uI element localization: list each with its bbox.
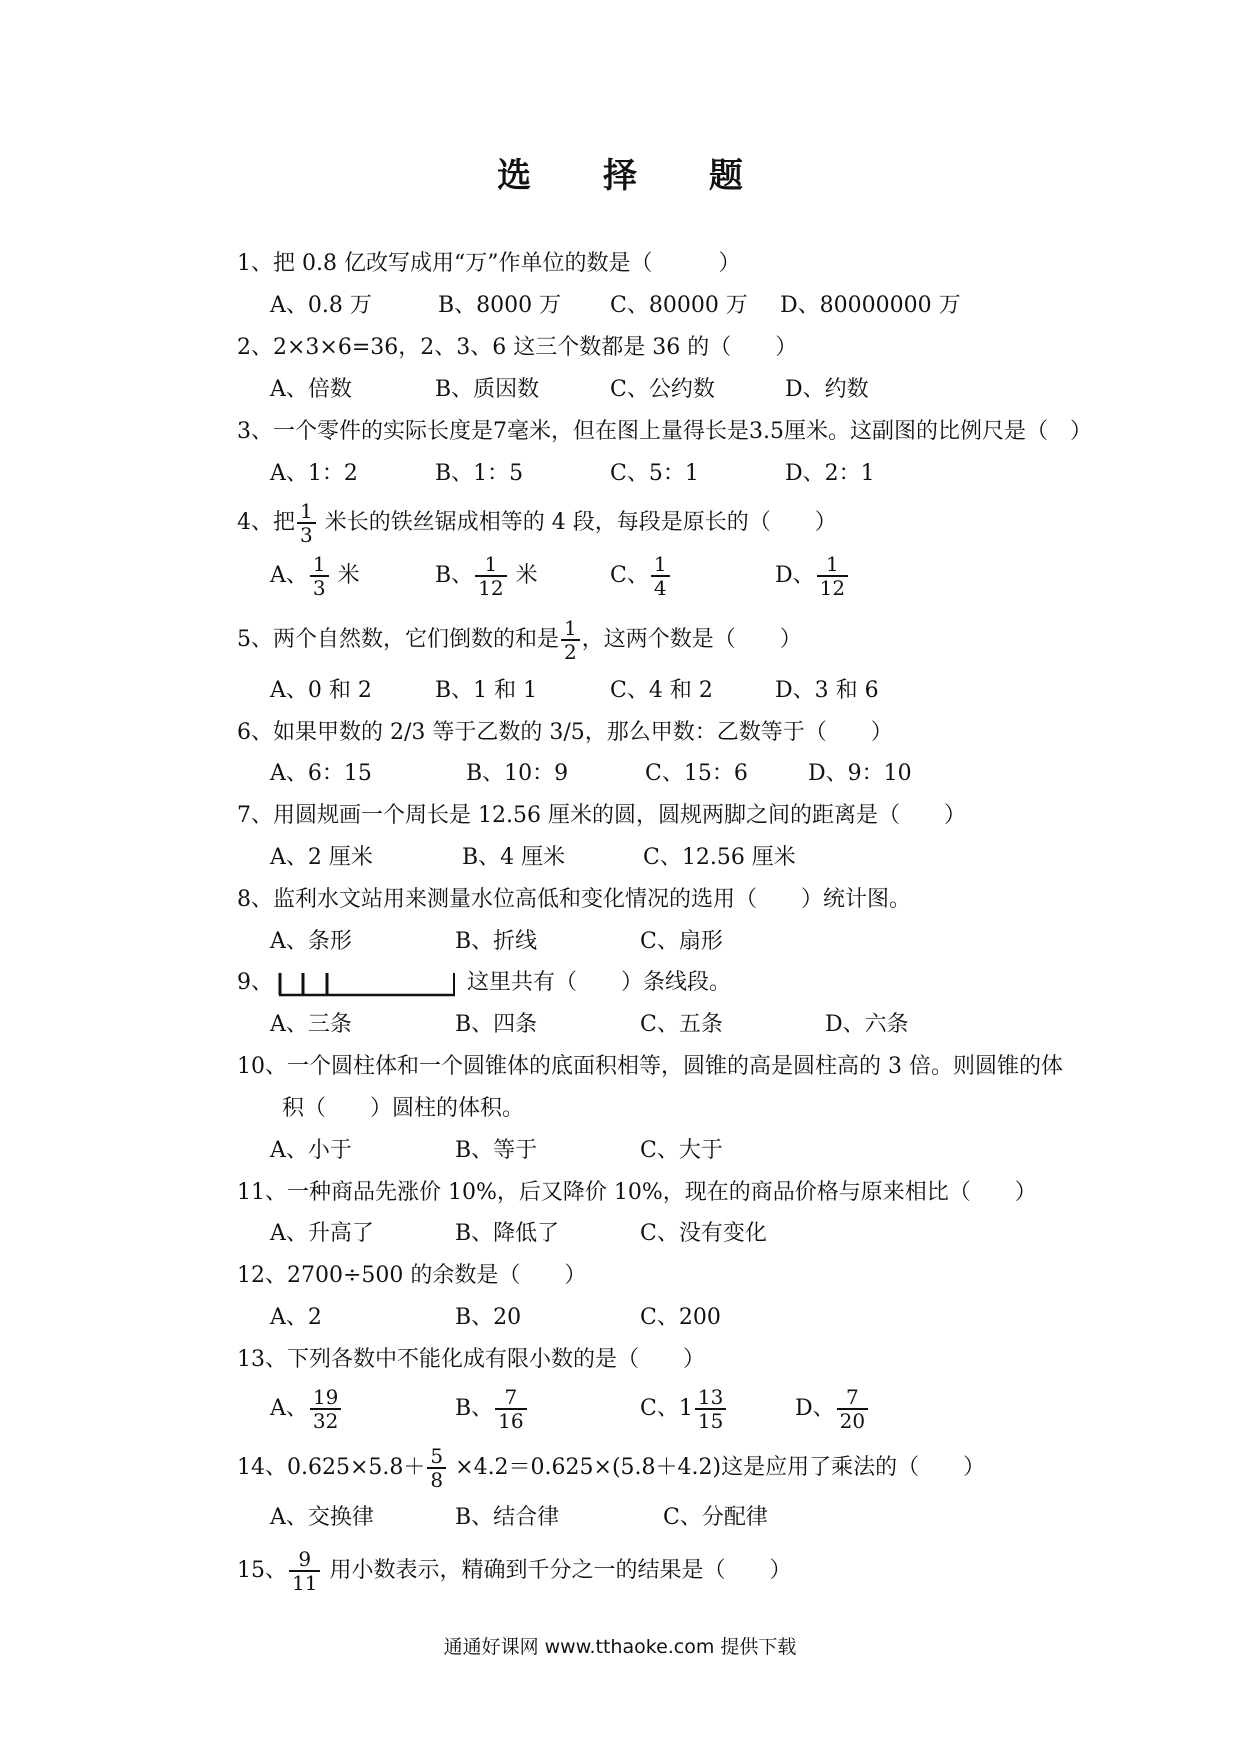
fraction-denominator: 32 [310, 1408, 341, 1432]
q5-option-b: B、1 和 1 [435, 678, 538, 703]
q12-option-a: A、2 [270, 1305, 322, 1330]
question-1-stem: 1、把 0.8 亿改写成用“万”作单位的数是（ ） [237, 251, 741, 276]
fraction-numerator: 13 [697, 1385, 724, 1409]
question-7-stem: 7、用圆规画一个周长是 12.56 厘米的圆，圆规两脚之间的距离是（ ） [237, 803, 966, 828]
q6-option-c: C、15：6 [645, 761, 748, 786]
fraction-numerator: 9 [298, 1547, 312, 1571]
fraction-denominator: 8 [427, 1467, 446, 1491]
q9-option-b: B、四条 [455, 1012, 538, 1037]
q4-option-c: C、 $\frac{1}{4}$ [610, 553, 672, 599]
question-11-stem: 11、一种商品先涨价 10%，后又降价 10%，现在的商品价格与原来相比（ ） [237, 1180, 1037, 1205]
fraction [310, 1386, 341, 1432]
q5-option-c: C、4 和 2 [610, 678, 713, 703]
q14-option-a: A、交换律 [270, 1505, 374, 1530]
fraction-numerator: 1 [312, 552, 326, 576]
q8-option-b: B、折线 [455, 929, 538, 954]
fraction-numerator: 19 [312, 1385, 339, 1409]
q12-option-b: B、20 [455, 1305, 522, 1330]
q7-option-b: B、4 厘米 [462, 845, 566, 870]
q10-option-c: C、大于 [640, 1138, 723, 1163]
fraction-numerator: 1 [484, 552, 498, 576]
q12-option-c: C、200 [640, 1305, 721, 1330]
question-10-stem-continued: 积（ ）圆柱的体积。 [282, 1096, 525, 1121]
fraction [495, 1386, 526, 1432]
q14-option-c: C、分配律 [663, 1505, 768, 1530]
q11-option-c: C、没有变化 [640, 1221, 767, 1246]
fraction-numerator: 5 [430, 1444, 444, 1468]
q10-option-b: B、等于 [455, 1138, 538, 1163]
q6-option-b: B、10：9 [466, 761, 569, 786]
question-9-stem: 9、 这里共有（ ）条线段。 [237, 970, 732, 995]
q4-option-d: D、 $\frac{1}{12}$ [775, 553, 850, 599]
question-5-stem: 5、两个自然数，它们倒数的和是 $\frac{1}{2}$ ，这两个数是（ ） [237, 616, 802, 664]
fraction [475, 553, 506, 599]
fraction [310, 553, 329, 599]
question-10-stem: 10、一个圆柱体和一个圆锥体的底面积相等，圆锥的高是圆柱高的 3 倍。则圆锥的体 [237, 1054, 1063, 1079]
fraction-numerator: 1 [826, 552, 839, 576]
q5-option-d: D、3 和 6 [775, 678, 879, 703]
fraction-numerator: 1 [564, 616, 577, 640]
q13-option-a: A、 $\frac{19}{32}$ [270, 1386, 343, 1432]
q9-option-a: A、三条 [270, 1012, 352, 1037]
question-14-stem: 14、0.625×5.8＋ $\frac{5}{8}$ ×4.2＝0.625×(5.8＋4.2)这是应用了乘法的（ ） [237, 1444, 986, 1492]
page-title: 选 择 题 [497, 156, 773, 196]
q2-option-b: B、质因数 [435, 377, 540, 402]
q5-option-a: A、0 和 2 [270, 678, 372, 703]
q9-option-c: C、五条 [640, 1012, 723, 1037]
q6-option-a: A、6：15 [270, 761, 372, 786]
q1-option-d: D、80000000 万 [780, 293, 961, 318]
q11-option-a: A、升高了 [270, 1221, 374, 1246]
q7-option-a: A、2 厘米 [270, 845, 373, 870]
fraction [695, 1386, 726, 1432]
fraction-denominator: 3 [297, 522, 316, 546]
line-segment-figure [277, 969, 457, 997]
fraction [837, 1386, 868, 1432]
fraction-denominator: 20 [837, 1408, 868, 1432]
question-3-stem: 3、一个零件的实际长度是7毫米，但在图上量得长是3.5厘米。这副图的比例尺是（ ） [237, 419, 1092, 444]
q2-option-c: C、公约数 [610, 377, 715, 402]
question-12-stem: 12、2700÷500 的余数是（ ） [237, 1263, 587, 1288]
q9-option-d: D、六条 [825, 1012, 909, 1037]
fraction [817, 553, 848, 599]
fraction [297, 500, 316, 546]
q8-option-a: A、条形 [270, 929, 352, 954]
question-2-stem: 2、2×3×6=36，2、3、6 这三个数都是 36 的（ ） [237, 335, 798, 360]
fraction-denominator: 12 [817, 575, 848, 599]
q3-option-b: B、1：5 [435, 461, 524, 486]
fraction [289, 1548, 320, 1594]
fraction-denominator: 2 [561, 639, 580, 663]
question-4-stem: 4、把 $\frac{1}{3}$ 米长的铁丝锯成相等的 4 段，每段是原长的（ ） [237, 499, 837, 547]
question-6-stem: 6、如果甲数的 2/3 等于乙数的 3/5，那么甲数：乙数等于（ ） [237, 720, 893, 745]
q7-option-c: C、12.56 厘米 [643, 845, 796, 870]
fraction-denominator: 15 [695, 1408, 726, 1432]
page-footer: 通通好课网 www.tthaoke.com 提供下载 [443, 1636, 797, 1658]
fraction-numerator: 1 [300, 499, 313, 523]
q13-option-b: B、 $\frac{7}{16}$ [455, 1386, 529, 1432]
fraction-denominator: 12 [475, 575, 506, 599]
q1-option-c: C、80000 万 [610, 293, 748, 318]
fraction-numerator: 1 [653, 552, 667, 576]
q3-option-c: C、5：1 [610, 461, 699, 486]
q2-option-a: A、倍数 [270, 377, 352, 402]
q3-option-a: A、1：2 [270, 461, 358, 486]
q11-option-b: B、降低了 [455, 1221, 560, 1246]
q4-option-a: A、 $\frac{1}{3}$ 米 [270, 552, 360, 600]
fraction-denominator: 16 [495, 1408, 526, 1432]
q2-option-d: D、约数 [785, 377, 869, 402]
q13-option-d: D、 $\frac{7}{20}$ [795, 1386, 870, 1432]
fraction-numerator: 7 [504, 1385, 518, 1409]
fraction [561, 617, 580, 663]
q3-option-d: D、2：1 [785, 461, 875, 486]
fraction-numerator: 7 [846, 1385, 859, 1409]
fraction [651, 553, 670, 599]
fraction-denominator: 3 [310, 575, 329, 599]
question-8-stem: 8、监利水文站用来测量水位高低和变化情况的选用（ ）统计图。 [237, 887, 911, 912]
question-13-stem: 13、下列各数中不能化成有限小数的是（ ） [237, 1347, 705, 1372]
fraction [427, 1445, 446, 1491]
q4-option-b: B、 $\frac{1}{12}$ 米 [435, 552, 538, 600]
q13-option-c: C、1 $\frac{13}{15}$ [640, 1386, 728, 1432]
question-15-stem: 15、 $\frac{9}{11}$ 用小数表示，精确到千分之一的结果是（ ） [237, 1547, 792, 1595]
fraction-denominator: 11 [289, 1570, 320, 1594]
q1-option-b: B、8000 万 [438, 293, 562, 318]
q6-option-d: D、9：10 [808, 761, 912, 786]
q8-option-c: C、扇形 [640, 929, 723, 954]
q14-option-b: B、结合律 [455, 1505, 560, 1530]
fraction-denominator: 4 [651, 575, 670, 599]
q1-option-a: A、0.8 万 [270, 293, 372, 318]
q10-option-a: A、小于 [270, 1138, 352, 1163]
